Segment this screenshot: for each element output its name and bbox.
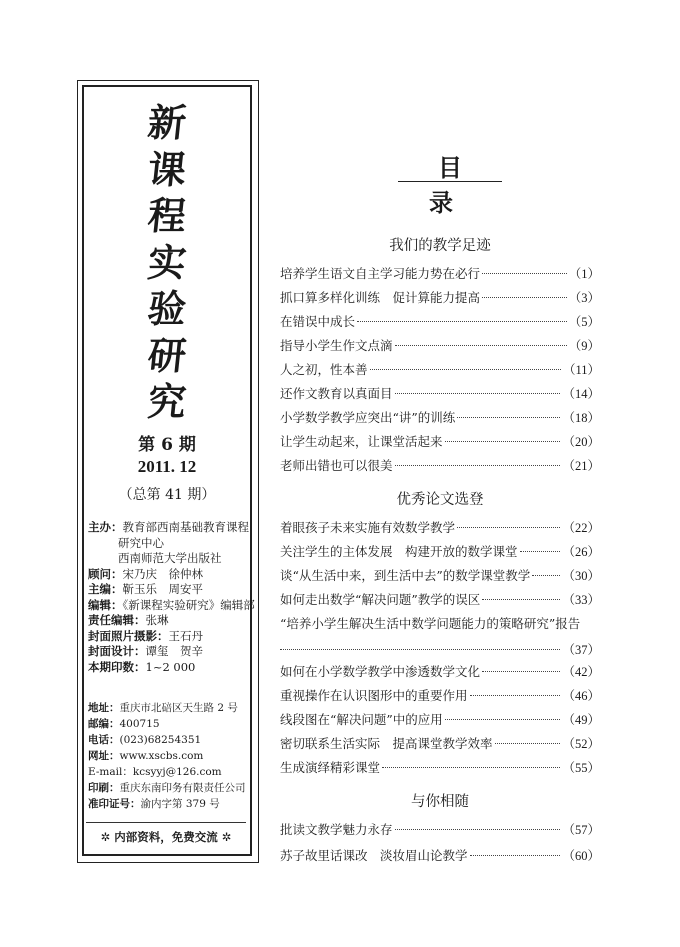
toc-entry[interactable] <box>280 336 600 354</box>
toc-entry-page: （30） <box>562 569 600 583</box>
toc-entry-page: （60） <box>562 849 600 863</box>
contact-value: 400715 <box>119 718 160 730</box>
toc-entry[interactable] <box>280 758 600 776</box>
toc-entry-title: 指导小学生作文点滴 <box>280 338 393 353</box>
toc-entry-page: （37） <box>562 643 600 657</box>
dot-leader <box>495 743 561 744</box>
dot-leader <box>395 345 567 346</box>
credit-value: 1~2 000 <box>145 659 196 674</box>
toc-entry-title: 人之初，性本善 <box>280 362 368 377</box>
toc-entry-title: 抓口算多样化训练 促计算能力提高 <box>280 290 481 305</box>
dot-leader <box>470 855 561 856</box>
toc-entry-page: （42） <box>562 665 600 679</box>
section-heading: 与你相随 <box>411 794 469 810</box>
toc-entry-page: （11） <box>562 363 600 377</box>
toc-entry-title: 还作文教育以真面目 <box>280 386 393 401</box>
toc-entry-title: 关注学生的主体发展 构建开放的数学课堂 <box>280 544 518 559</box>
contact-value: www.xscbs.com <box>119 750 204 762</box>
dot-leader <box>457 417 560 418</box>
toc-entry-page: （20） <box>562 435 600 449</box>
contact-label: 电话： <box>88 734 120 746</box>
credit-label: 封面照片摄影： <box>88 628 169 643</box>
contact-label: 地址： <box>88 702 120 714</box>
contact-label: 邮编： <box>88 718 120 730</box>
toc-entry-title: 培养学生语文自主学习能力势在必行 <box>280 266 481 281</box>
dot-leader <box>395 829 561 830</box>
toc-entry-title: 如何在小学数学教学中渗透数学文化 <box>280 664 481 679</box>
contact-value: 渝内字第 379 号 <box>140 798 220 810</box>
toc-entry[interactable] <box>280 662 600 680</box>
contact-value: 重庆市北碚区天生路 2 号 <box>119 702 238 714</box>
dot-leader <box>382 767 560 768</box>
title-char: 研 <box>145 332 189 378</box>
credit-label: 顾问： <box>88 566 123 581</box>
toc-entry-page: （33） <box>562 593 600 607</box>
title-char: 验 <box>145 286 189 331</box>
contact-row <box>88 796 252 812</box>
credit-row <box>88 629 252 645</box>
toc-entry-page: （49） <box>562 713 600 727</box>
credit-row <box>88 536 252 552</box>
credit-label: 主编： <box>88 582 123 596</box>
credits-block <box>88 520 255 675</box>
dot-leader <box>482 671 560 672</box>
dot-leader <box>470 695 561 696</box>
toc-entry-page: （26） <box>562 545 600 559</box>
toc-entry[interactable] <box>280 456 600 474</box>
credit-value: 王石丹 <box>168 628 203 643</box>
toc-entry-page: （18） <box>562 411 600 425</box>
contact-value: (023)68254351 <box>119 734 202 746</box>
credit-row <box>88 567 252 583</box>
toc-entry[interactable] <box>280 846 600 864</box>
title-char: 课 <box>145 146 189 192</box>
toc-entry[interactable] <box>280 590 600 608</box>
issue-date: 2011. 12 <box>137 457 197 476</box>
dot-leader <box>482 297 567 298</box>
title-char: 实 <box>145 239 189 285</box>
toc-entry-page: （22） <box>562 521 600 535</box>
dot-leader <box>445 441 561 442</box>
toc-entry-page: （21） <box>562 459 600 473</box>
contact-row <box>88 716 252 732</box>
toc-entry-page: （3） <box>568 291 600 305</box>
title-char: 新 <box>145 100 189 145</box>
issue-number: 第 6 期 <box>138 435 196 455</box>
toc-entry[interactable] <box>280 820 600 838</box>
toc-entry-title: 生成演绎精彩课堂 <box>280 760 381 775</box>
toc-entry-title: 线段图在“解决问题”中的应用 <box>280 712 443 727</box>
toc-title-underline <box>398 181 502 182</box>
contact-row <box>88 780 252 796</box>
credit-row <box>88 644 252 660</box>
toc-entry-title: 老师出错也可以很美 <box>280 458 393 473</box>
credit-value: 研究中心 <box>118 535 164 550</box>
contact-label: 网址： <box>88 750 120 762</box>
contact-row <box>88 700 252 716</box>
internal-material-note: ✲ 内部资料，免费交流 ✲ <box>86 822 246 845</box>
dot-leader <box>280 649 560 650</box>
contact-value: E-mail：kcsyyj@126.com <box>88 766 222 778</box>
contact-value: 重庆东南印务有限责任公司 <box>119 782 246 794</box>
toc-entry[interactable] <box>280 518 600 536</box>
credit-row <box>88 597 255 614</box>
dot-leader <box>482 599 560 600</box>
toc-entry-title: “培养小学生解决生活中数学问题能力的策略研究”报告 <box>280 616 581 631</box>
dot-leader <box>532 575 560 576</box>
credit-value: 教育部西南基础教育课程 <box>122 520 249 534</box>
toc-entry-title: 着眼孩子未来实施有效数学教学 <box>280 520 456 535</box>
toc-entry-title: 小学数学教学应突出“讲”的训练 <box>280 410 456 425</box>
toc-entry-page: （5） <box>568 315 600 329</box>
title-char: 程 <box>145 193 189 238</box>
contact-row <box>88 732 252 748</box>
credit-row <box>88 660 252 676</box>
toc-entry-page: （9） <box>568 339 600 353</box>
dot-leader <box>457 527 560 528</box>
toc-entry[interactable] <box>280 686 600 704</box>
dot-leader <box>445 719 561 720</box>
credit-label: 本期印数： <box>88 659 146 674</box>
dot-leader <box>395 465 561 466</box>
toc-entry-title: 谈“从生活中来，到生活中去”的数学课堂教学 <box>280 568 531 583</box>
toc-entry[interactable] <box>280 734 600 752</box>
contact-row <box>88 748 252 764</box>
credit-value: 张琳 <box>145 613 169 627</box>
toc-entry-page: （1） <box>568 267 600 281</box>
toc-entry-title: 如何走出数学“解决问题”教学的误区 <box>280 592 481 607</box>
toc-entry-page: （46） <box>562 689 600 703</box>
toc-entry[interactable] <box>280 542 600 560</box>
credit-row <box>88 520 252 536</box>
toc-entry[interactable] <box>280 614 600 658</box>
credit-label: 编辑： <box>88 597 123 612</box>
toc-entry-title: 让学生动起来，让课堂活起来 <box>280 434 443 449</box>
toc-entry-title: 苏子故里话课改 淡妆眉山论教学 <box>280 848 468 863</box>
contact-label: 印刷： <box>88 782 120 794</box>
toc-entry[interactable] <box>280 710 600 728</box>
credit-row <box>88 582 252 598</box>
toc-entry-title: 批读文教学魅力永存 <box>280 822 393 837</box>
section-heading: 优秀论文选登 <box>396 492 484 508</box>
toc-entry[interactable] <box>280 408 600 426</box>
toc-title: 目录 <box>429 154 480 217</box>
toc-entry[interactable] <box>280 566 600 584</box>
toc-entry-title: 重视操作在认识图形中的重要作用 <box>280 688 468 703</box>
credit-value: 谭玺 贺辛 <box>145 644 203 658</box>
total-issue: （总第 41 期） <box>118 487 216 503</box>
contact-block <box>88 700 252 812</box>
credit-label: 封面设计： <box>88 644 146 658</box>
credit-value: 西南师范大学出版社 <box>118 551 222 565</box>
credit-value: 《新课程实验研究》编辑部 <box>122 597 255 612</box>
credit-value: 宋乃庆 徐仲林 <box>122 566 203 581</box>
magazine-title <box>82 100 252 426</box>
dot-leader <box>357 321 567 322</box>
dot-leader <box>395 393 561 394</box>
credit-row <box>88 551 252 567</box>
contact-row <box>88 764 252 780</box>
dot-leader <box>482 273 567 274</box>
toc-entry-page: （57） <box>562 823 600 837</box>
toc-entry[interactable] <box>280 432 600 450</box>
toc-entry-page: （55） <box>562 761 600 775</box>
dot-leader <box>520 551 561 552</box>
toc-entry[interactable] <box>280 264 600 282</box>
dot-leader <box>370 369 561 370</box>
credit-value: 靳玉乐 周安平 <box>122 582 203 596</box>
toc-entry-leader-line <box>280 640 600 658</box>
credit-label: 主办： <box>88 520 123 534</box>
toc-entry-title: 在错误中成长 <box>280 314 356 329</box>
credit-row <box>88 613 252 629</box>
credit-label: 责任编辑： <box>88 613 146 627</box>
toc-entry[interactable] <box>280 384 600 402</box>
toc-entry-title: 密切联系生活实际 提高课堂教学效率 <box>280 736 493 751</box>
contact-label: 准印证号： <box>88 798 141 810</box>
section-heading: 我们的教学足迹 <box>389 238 491 254</box>
toc-entry[interactable] <box>280 288 600 306</box>
toc-entry[interactable] <box>280 360 600 378</box>
toc-entry-page: （52） <box>562 737 600 751</box>
toc-entry-page: （14） <box>562 387 600 401</box>
title-char: 究 <box>145 379 189 424</box>
toc-entry[interactable] <box>280 312 600 330</box>
